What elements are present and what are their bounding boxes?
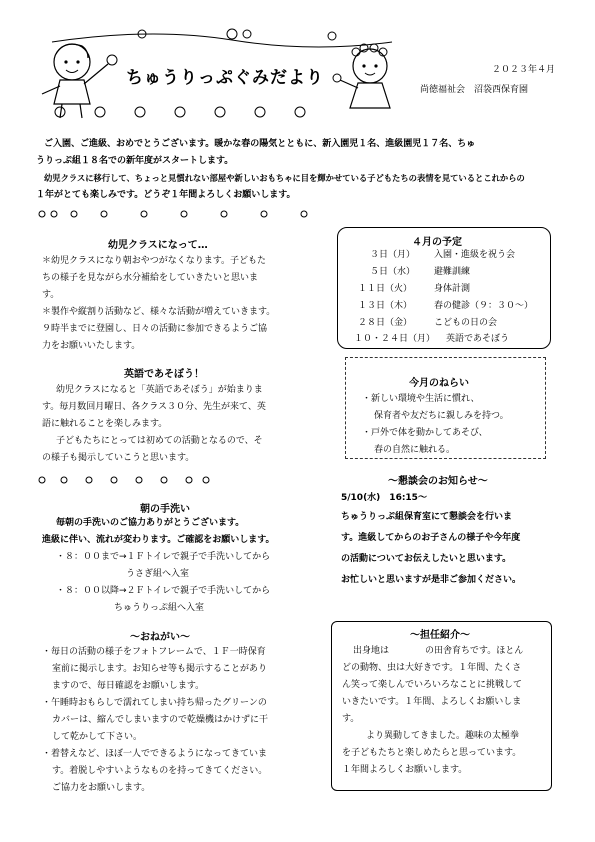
divider-decoration (34, 474, 214, 486)
intro-line: うりっぷ組１８名での新年度がスタートします。 (36, 156, 234, 166)
girl-illustration (330, 36, 410, 116)
teacher-line: いきたいです。１年間、よろしくお願いしま (342, 697, 522, 707)
aims-line: ・戸外で体を動かしてあそび、 (362, 428, 488, 438)
teacher-line: を子どもたちと楽しめたらと思っています。 (342, 748, 522, 758)
newsletter-title: ちゅうりっぷぐみだより (126, 68, 324, 88)
teacher-line: より異動してきました。趣味の太極拳 (366, 731, 520, 741)
flower-row (40, 104, 340, 120)
section-line: す。着脱しやすいようなものを持ってきてください。 (52, 766, 268, 776)
schedule-date: ３日（月） (370, 250, 416, 260)
section-line: 室前に掲示します。お知らせ等も掲示することがあり (52, 664, 268, 674)
schedule-date: １１日（火） (358, 284, 413, 294)
section-heading: 幼児クラスになって… (108, 240, 208, 251)
schedule-event: 英語であそぼう (446, 334, 510, 344)
section-line: ・８：００まで→１Ｆトイレで親子で手洗いしてから (56, 552, 271, 562)
section-heading: ～おねがい～ (130, 632, 190, 643)
teacher-line: １年間よろしくお願いします。 (342, 765, 468, 775)
intro-line: 幼児クラスに移行して、ちょっと見慣れない部屋や新しいおもちゃに目を輝かせている子どもたちの表情を見ているとこれからの (44, 173, 525, 183)
schedule-event: 春の健診（９：３０～） (434, 301, 534, 311)
section-line: す。毎月数回月曜日、各クラス３０分、先生が来て、英 (42, 402, 266, 412)
section-line: ちの様子を見ながら水分補給をしていきたいと思いま (42, 273, 259, 283)
intro-line: １年がとても楽しみです。どうぞ１年間よろしくお願いします。 (36, 190, 296, 200)
schedule-event: 避難訓練 (434, 267, 471, 277)
section-line: 語に触れることを楽しみます。 (42, 419, 168, 429)
teacher-heading: ～担任紹介～ (406, 626, 474, 641)
teacher-line: 出身地は の田舎育ちです。ほとん (353, 646, 524, 656)
section-line: ちゅうりっぷ組へ入室 (114, 603, 205, 613)
schedule-date: １３日（木） (358, 301, 413, 311)
section-line: 子どもたちにとっては初めての活動となるので、そ (56, 436, 263, 446)
teacher-line: す。 (342, 714, 360, 724)
section-line: 進級に伴い、流れが変わります。ご確認をお願いします。 (42, 535, 275, 545)
section-line: ・午睡時おもらしで濡れてしまい持ち帰ったグリーンの (42, 698, 267, 708)
organization: 尚徳福祉会 沼袋西保育園 (420, 85, 529, 95)
meeting-heading: ～懇談会のお知らせ～ (388, 476, 488, 487)
section-line: ますので、毎日確認をお願いします。 (52, 681, 205, 691)
section-line: ９時半までに登園し、日々の活動に参加できるようご協 (42, 324, 268, 334)
section-line: ・８：００以降→２Ｆトイレで親子で手洗いしてから (56, 586, 271, 596)
aims-line: ・新しい環境や生活に慣れ、 (362, 394, 480, 404)
section-line: ＊幼児クラスになり朝おやつがなくなります。子どもた (42, 256, 267, 266)
section-line: 力をお願いいたします。 (42, 341, 141, 351)
aims-line: 保育者や友だちに親しみを持つ。 (374, 411, 509, 421)
issue-date: ２０２３年４月 (492, 65, 556, 75)
section-line: ・毎日の活動の様子をフォトフレームで、１Ｆ一時保育 (42, 647, 266, 657)
schedule-event: 身体計測 (434, 284, 471, 294)
schedule-heading: ４月の予定 (412, 237, 462, 248)
section-line: す。 (42, 290, 60, 300)
meeting-line: お忙しいと思いますが是非ご参加ください。 (341, 575, 522, 585)
section-line: ＊製作や縦割り活動など、様々な活動が増えていきます。 (42, 307, 276, 317)
section-line: ・着替えなど、ほぼ一人でできるようになってきていま (42, 749, 268, 759)
teacher-line: ん笑って楽しんでいろいろなことに挑戦して (342, 680, 523, 690)
section-line: カバーは、縮んでしまいますので乾燥機はかけずに干 (52, 715, 269, 725)
aims-line: 春の自然に触れる。 (374, 445, 456, 455)
section-line: うさぎ組へ入室 (126, 569, 190, 579)
schedule-event: こどもの日の会 (434, 318, 498, 328)
schedule-date: １０・２４日（月） (354, 334, 436, 344)
section-heading: 英語であそぼう！ (124, 369, 204, 380)
section-line: 毎朝の手洗いのご協力ありがとうございます。 (56, 518, 245, 528)
meeting-line: す。進級してからのお子さんの様子や今年度 (341, 533, 521, 543)
meeting-datetime: 5/10(水) 16:15～ (341, 493, 427, 503)
schedule-event: 入園・進級を祝う会 (434, 250, 516, 260)
intro-line: ご入園、ご進級、おめでとうございます。暖かな春の陽気とともに、新入園児１名、進級園児１７名、ちゅ (44, 139, 476, 149)
section-line: して乾かして下さい。 (52, 732, 143, 742)
teacher-line: どの動物、虫は大好きです。１年間、たくさ (342, 663, 522, 673)
schedule-date: ２８日（金） (358, 318, 413, 328)
meeting-line: の活動についてお伝えしたいと思います。 (341, 554, 512, 564)
aims-heading: 今月のねらい (409, 378, 469, 389)
section-line: ご協力をお願いします。 (52, 783, 151, 793)
schedule-date: ５日（水） (370, 267, 416, 277)
meeting-line: ちゅうりっぷ組保育室にて懇談会を行いま (341, 512, 513, 522)
section-line: の様子も掲示していこうと思います。 (42, 453, 195, 463)
section-line: 幼児クラスになると「英語であそぼう」が始まりま (56, 385, 263, 395)
section-heading: 朝の手洗い (140, 504, 190, 515)
divider-decoration (34, 208, 334, 220)
